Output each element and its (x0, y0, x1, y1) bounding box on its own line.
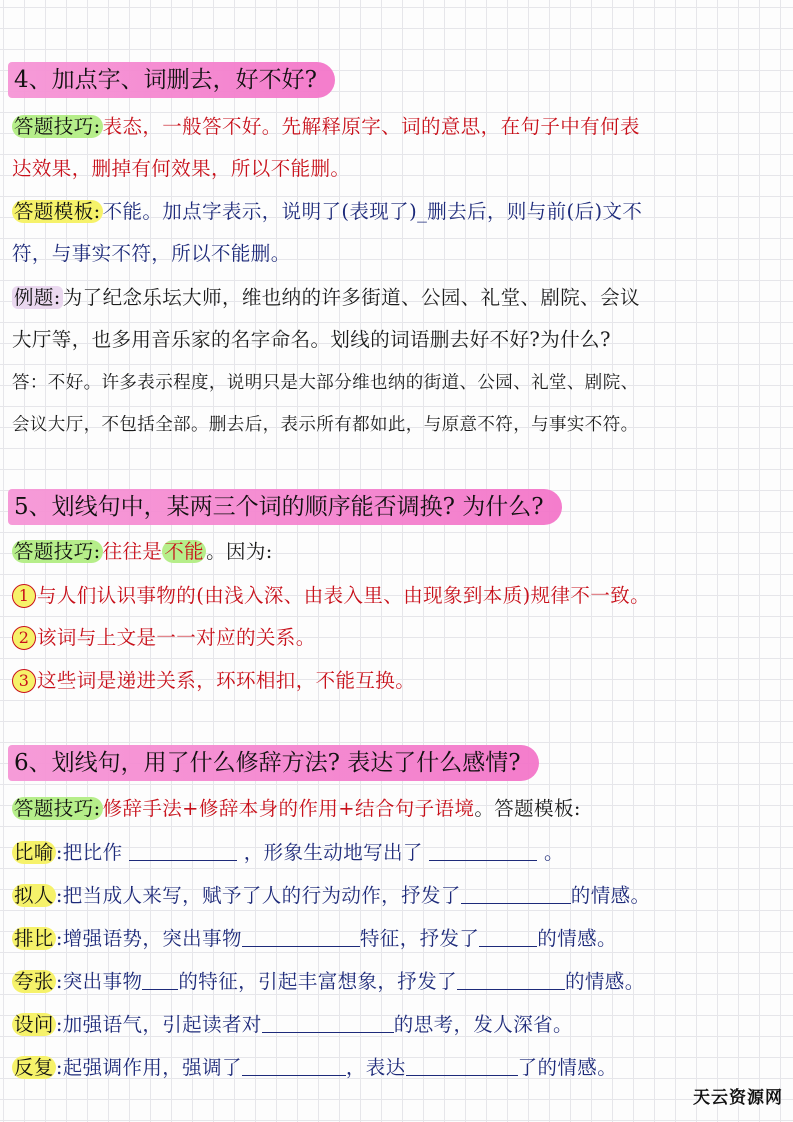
s6-row-text-b: 的思考，发人深省。 (393, 1013, 573, 1036)
s6-row-text-b: ，表达 (345, 1056, 406, 1079)
circled-number-1: 1 (12, 584, 36, 608)
s4-tip-text-1: 表态，一般答不好。先解释原字、词的意思，在句子中有何表 (102, 115, 640, 138)
s6-row-text-c: 。 (537, 841, 564, 864)
fill-blank (242, 1055, 346, 1076)
s6-row-text-a: :把比作 (55, 841, 130, 864)
s6-row-label: 拟人 (14, 884, 54, 907)
s6-row-text-b: ，形象生动地写出了 (237, 841, 430, 864)
s4-tip-text-2: 达效果，删掉有何效果，所以不能删。 (12, 157, 351, 180)
s5-tip-text-c: 。因为: (206, 540, 273, 563)
s6-row-text-b: 特征，抒发了 (359, 927, 480, 950)
s6-row-text-c: 的情感。 (537, 927, 617, 950)
s5-item-2 (12, 623, 779, 653)
s6-row-text-b: 的情感。 (570, 884, 651, 907)
s5-item-3 (12, 666, 779, 696)
s6-row-repetition (12, 1053, 779, 1083)
s6-row-label: 夸张 (14, 970, 54, 993)
s5-item-1 (12, 581, 779, 611)
s4-example-text-2: 大厅等，也多用音乐家的名字命名。划线的词语删去好不好?为什么? (12, 328, 611, 351)
fill-blank (242, 926, 360, 947)
s4-template-text-2: 符，与事实不符，所以不能删。 (12, 242, 291, 265)
s4-tip-line-2 (12, 154, 779, 184)
s4-template-line-1 (12, 197, 779, 227)
s4-example-text-1: 为了纪念乐坛大师，维也纳的许多街道、公园、礼堂、剧院、会议 (62, 286, 640, 309)
s6-row-label: 排比 (14, 927, 54, 950)
s6-row-text-a: :加强语气，引起读者对 (55, 1013, 262, 1036)
s6-row-text-a: :增强语势，突出事物 (55, 927, 242, 950)
s4-example-line-1 (12, 283, 779, 313)
s6-tip-line (12, 794, 779, 824)
s4-template-label: 答题模板: (14, 200, 101, 223)
s4-answer-text-2: 会议大厅，不包括全部。删去后，表示所有都如此，与原意不符，与事实不符。 (12, 415, 639, 435)
fill-blank (461, 883, 571, 904)
s5-tip-label: 答题技巧: (14, 540, 101, 563)
s5-tip-line (12, 537, 779, 567)
s4-example-line-2 (12, 325, 779, 355)
circled-number-2: 2 (12, 626, 36, 650)
s6-row-text-b: 的特征，引起丰富想象，抒发了 (178, 970, 457, 993)
s4-answer-line-1 (12, 368, 779, 398)
s4-answer-line-2 (12, 410, 779, 440)
s6-row-hyperbole (12, 967, 779, 997)
s5-item-1-text: 与人们认识事物的(由浅入深、由表入里、由现象到本质)规律不一致。 (37, 584, 651, 607)
watermark-logo-text: 天云资源网 (693, 1088, 783, 1108)
s4-template-line-2 (12, 239, 779, 269)
fill-blank (142, 969, 178, 990)
s4-tip-line-1 (12, 112, 779, 142)
s6-row-rhetorical-question (12, 1010, 779, 1040)
s6-row-text-a: :突出事物 (55, 970, 143, 993)
section-5-heading: 5、划线句中，某两三个词的顺序能否调换? 为什么? (8, 489, 562, 525)
s6-row-label: 比喻 (14, 841, 54, 864)
section-6-heading: 6、划线句，用了什么修辞方法? 表达了什么感情? (8, 745, 539, 781)
s6-row-text-c: 了的情感。 (517, 1056, 618, 1079)
fill-blank (262, 1012, 394, 1033)
s4-tip-label: 答题技巧: (14, 115, 101, 138)
s6-tip-label: 答题技巧: (14, 797, 101, 820)
s6-row-text-c: 的情感。 (565, 970, 645, 993)
s5-tip-text-b: 不能 (164, 540, 205, 563)
s5-item-3-text: 这些词是递进关系，环环相扣，不能互换。 (37, 669, 416, 692)
circled-number-3: 3 (12, 669, 36, 693)
s6-tip-text: 修辞手法+修辞本身的作用+结合句子语境 (102, 797, 475, 820)
s6-row-label: 反复 (14, 1056, 54, 1079)
s6-row-text-a: :起强调作用，强调了 (55, 1056, 242, 1079)
s4-answer-text-1: 答：不好。许多表示程度，说明只是大部分维也纳的街道、公园、礼堂、剧院、 (12, 373, 639, 393)
s6-row-parallelism (12, 924, 779, 954)
fill-blank (406, 1055, 518, 1076)
s6-row-metaphor (12, 838, 779, 868)
s5-item-2-text: 该词与上文是一一对应的关系。 (37, 626, 316, 649)
fill-blank (129, 840, 237, 861)
s6-template-text: 。答题模板: (474, 797, 581, 820)
fill-blank (429, 840, 537, 861)
s5-tip-text-a: 往往是 (102, 540, 163, 563)
s4-template-text-1: 不能。加点字表示，说明了(表现了)_删去后，则与前(后)文不 (102, 200, 643, 223)
s4-example-label: 例题: (14, 286, 61, 309)
section-4-heading: 4、加点字、词删去，好不好? (8, 62, 335, 98)
fill-blank (479, 926, 537, 947)
s6-row-text-a: :把当成人来写，赋予了人的行为动作，抒发了 (55, 884, 461, 907)
s6-row-label: 设问 (14, 1013, 54, 1036)
s6-row-personification (12, 881, 779, 911)
fill-blank (457, 969, 565, 990)
